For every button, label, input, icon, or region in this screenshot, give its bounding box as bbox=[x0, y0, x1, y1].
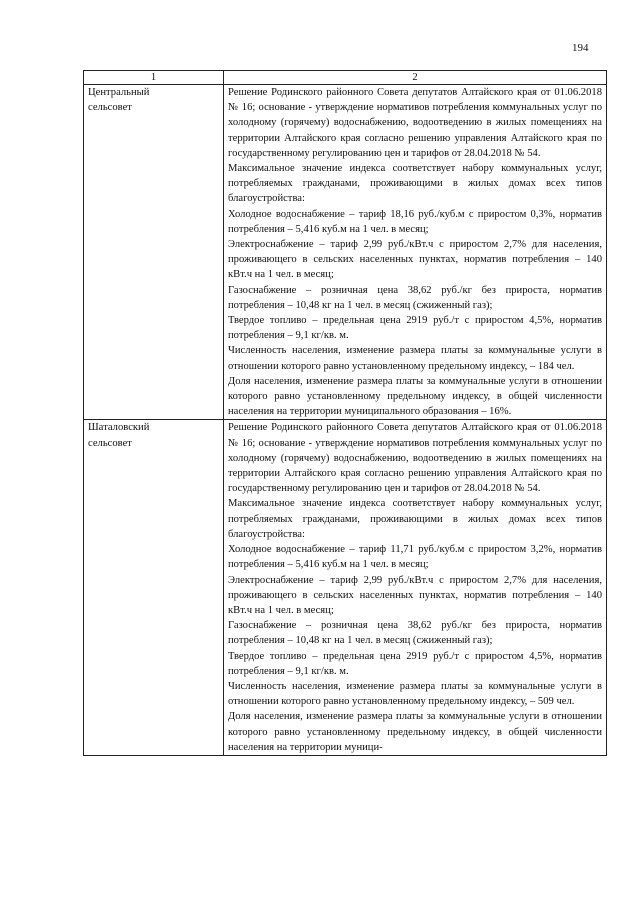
cold-water-paragraph: Холодное водоснабжение – тариф 11,71 руб./куб.м с приростом 3,2%, норматив потребления – 5,416 куб.м на 1 чел. в месяц; bbox=[228, 544, 602, 571]
electricity-paragraph: Электроснабжение – тариф 2,99 руб./кВт.ч с приростом 2,7% для населения, проживающего в сельских населенных пунктах, норматив потребления – 140 кВт.ч на 1 чел. в месяц; bbox=[228, 239, 602, 281]
gas-paragraph: Газоснабжение – розничная цена 38,62 руб./кг без прироста, норматив потребления – 10,48 кг на 1 чел. в месяц (сжиженный газ); bbox=[228, 284, 602, 311]
population-share-paragraph: Доля населения, изменение размера платы за коммунальные услуги в отношении которого равно установленному предельному индексу, в общей численности населения на территории муници- bbox=[228, 711, 602, 753]
document-table bbox=[83, 70, 607, 756]
row-description bbox=[224, 420, 607, 755]
decision-paragraph: Решение Родинского районного Совета депутатов Алтайского края от 01.06.2018 № 16; основание - утверждение нормативов потребления коммунальных услуг по холодному (горячему) водоснабжению, водоотведению в жилых помещениях на территории Алтайского края согласно решению управления Алтайского края по государственному регулированию цен и тарифов от 28.04.2018 № 54. bbox=[228, 87, 602, 159]
municipality-name: Шаталовский сельсовет bbox=[84, 420, 224, 755]
decision-paragraph: Решение Родинского районного Совета депутатов Алтайского края от 01.06.2018 № 16; основание - утверждение нормативов потребления коммунальных услуг по холодному (горячему) водоснабжению, водоотведению в жилых помещениях на территории Алтайского края согласно решению управления Алтайского края по государственному регулированию цен и тарифов от 28.04.2018 № 54. bbox=[228, 422, 602, 495]
municipality-name: Центральный сельсовет bbox=[84, 85, 224, 420]
electricity-paragraph: Электроснабжение – тариф 2,99 руб./кВт.ч с приростом 2,7% для населения, проживающего в сельских населенных пунктах, норматив потребления – 140 кВт.ч на 1 чел. в месяц; bbox=[228, 574, 602, 616]
population-paragraph: Численность населения, изменение размера платы за коммунальные услуги в отношении которого равно установленному предельному индексу, – 184 чел. bbox=[228, 345, 602, 372]
table-row bbox=[84, 85, 607, 420]
page-number: 194 bbox=[572, 42, 589, 54]
population-paragraph: Численность населения, изменение размера платы за коммунальные услуги в отношении которого равно установленному предельному индексу, – 509 чел. bbox=[228, 680, 602, 708]
column-header-2: 2 bbox=[224, 71, 607, 85]
population-share-paragraph: Доля населения, изменение размера платы за коммунальные услуги в отношении которого равно установленному предельному индексу, в общей численности населения на территории муниципального образования – 16%. bbox=[228, 375, 602, 418]
column-header-1: 1 bbox=[84, 71, 224, 85]
gas-paragraph: Газоснабжение – розничная цена 38,62 руб./кг без прироста, норматив потребления – 10,48 кг на 1 чел. в месяц (сжиженный газ); bbox=[228, 620, 602, 647]
solid-fuel-paragraph: Твердое топливо – предельная цена 2919 руб./т с приростом 4,5%, норматив потребления – 9,1 кг/кв. м. bbox=[228, 315, 602, 342]
cold-water-paragraph: Холодное водоснабжение – тариф 18,16 руб./куб.м с приростом 0,3%, норматив потребления – 5,416 куб.м на 1 чел. в месяц; bbox=[228, 208, 602, 235]
solid-fuel-paragraph: Твердое топливо – предельная цена 2919 руб./т с приростом 4,5%, норматив потребления – 9,1 кг/кв. м. bbox=[228, 650, 602, 677]
index-paragraph: Максимальное значение индекса соответствует набору коммунальных услуг, потребляемых гражданами, проживающими в жилых домах всех типов благоустройства: bbox=[228, 163, 602, 205]
row-description bbox=[224, 85, 607, 420]
table-row bbox=[84, 420, 607, 755]
index-paragraph: Максимальное значение индекса соответствует набору коммунальных услуг, потребляемых гражданами, проживающими в жилых домах всех типов благоустройства: bbox=[228, 498, 602, 540]
table-header-row bbox=[84, 71, 607, 85]
